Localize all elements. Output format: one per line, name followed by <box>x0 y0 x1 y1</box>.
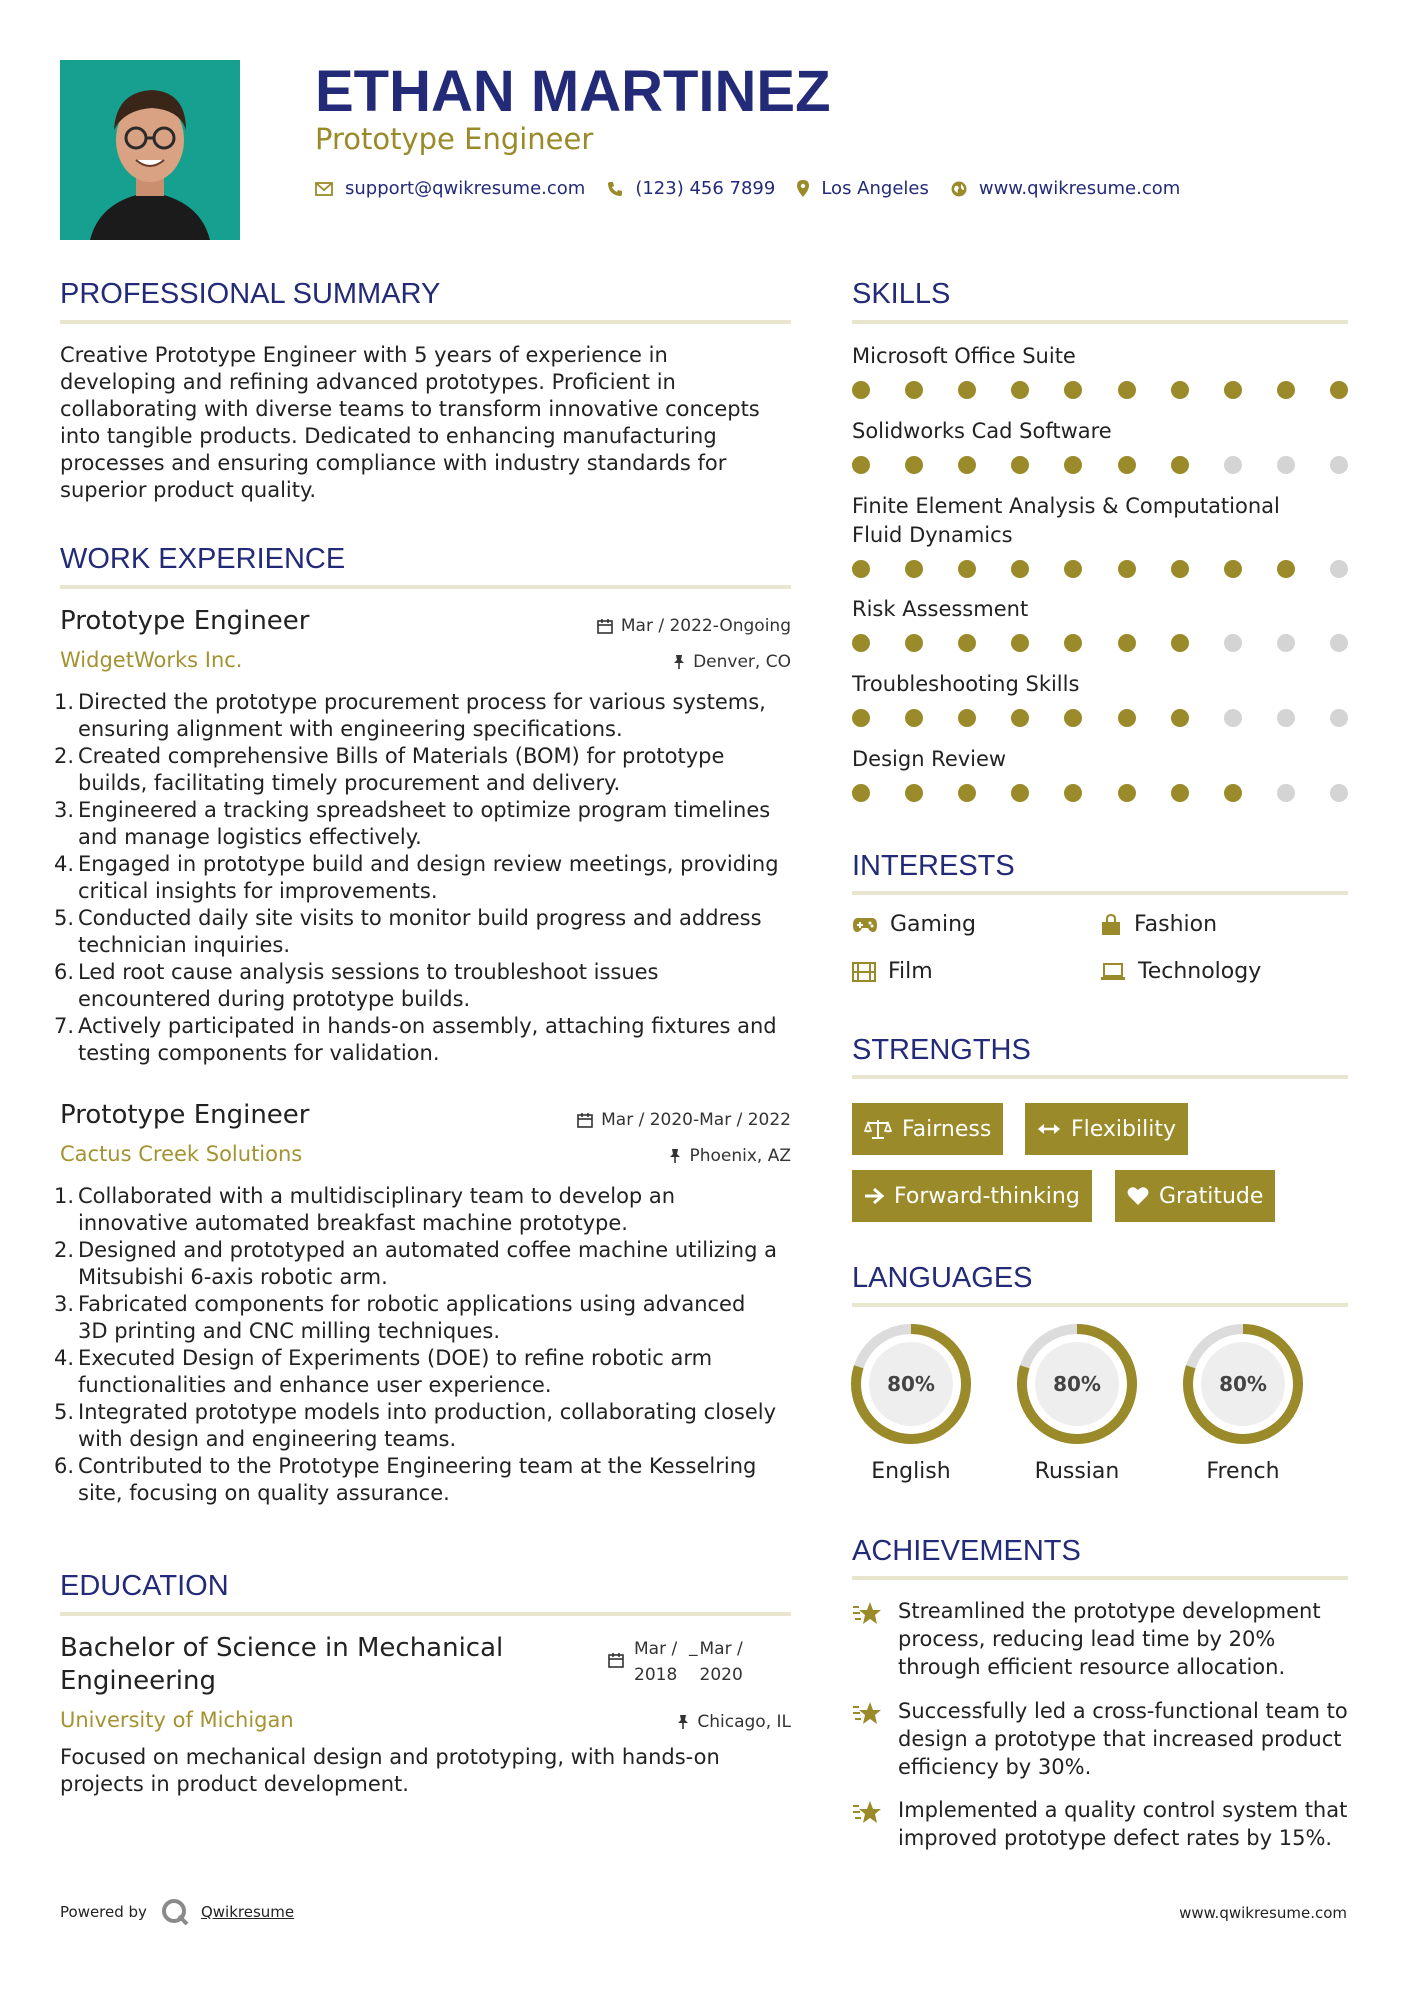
language-ring-graphic <box>1181 1322 1305 1446</box>
job-location-text: Phoenix, AZ <box>689 1146 791 1166</box>
rating-dot-filled <box>1171 381 1189 399</box>
start-year: 2018 <box>634 1665 678 1685</box>
list-item: 2. Created comprehensive Bills of Materials (BOM) for prototype builds, facilitating timely procurement and delivery. <box>54 744 725 795</box>
rating-dot-filled <box>1224 381 1242 399</box>
rating-dot-filled <box>1011 784 1029 802</box>
rating-dot-filled <box>852 381 870 399</box>
rating-dot-filled <box>1118 456 1136 474</box>
skill-name: Microsoft Office Suite <box>852 344 1076 368</box>
rating-dot-empty <box>1330 634 1348 652</box>
education-dates: Mar / 2018 _ Mar / 2020 <box>608 1636 743 1688</box>
skill-rating <box>852 456 1348 474</box>
list-item: 1. Directed the prototype procurement process for various systems, ensuring alignment with engineering specifications. <box>54 690 766 741</box>
rating-dot-filled <box>1171 784 1189 802</box>
rating-dot-filled <box>852 709 870 727</box>
skills-divider <box>852 320 1348 324</box>
school-name: University of Michigan <box>60 1708 294 1732</box>
start-month: Mar / <box>634 1639 678 1659</box>
gamepad-icon <box>852 917 878 933</box>
degree-title: Bachelor of Science in Mechanical Engineering <box>60 1633 504 1696</box>
job-company: WidgetWorks Inc. <box>60 648 243 672</box>
star-medal-icon <box>852 1798 884 1826</box>
balance-scale-icon <box>864 1118 892 1140</box>
strengths-title: STRENGTHS <box>852 1034 1031 1066</box>
education-location <box>677 1712 791 1732</box>
achievement-text: Successfully led a cross-functional team to design a prototype that increased product efficiency by 30%. <box>898 1699 1348 1779</box>
language-ring-graphic <box>849 1322 973 1446</box>
rating-dot-empty <box>1330 560 1348 578</box>
rating-dot-filled <box>1330 381 1348 399</box>
achievements-divider <box>852 1576 1348 1580</box>
interest-fashion <box>1100 912 1217 937</box>
rating-dot-filled <box>905 456 923 474</box>
rating-dot-empty <box>1277 709 1295 727</box>
experience-divider <box>60 585 791 589</box>
heart-icon <box>1127 1186 1149 1206</box>
shopping-bag-icon <box>1100 914 1122 936</box>
list-item: 6. Contributed to the Prototype Engineering team at the Kesselring site, focusing on quality assurance. <box>54 1454 757 1505</box>
interest-label: Fashion <box>1134 912 1218 937</box>
achievement-text: Implemented a quality control system that improved prototype defect rates by 15%. <box>898 1798 1348 1850</box>
rating-dot-filled <box>852 784 870 802</box>
interest-technology <box>1100 959 1261 984</box>
skill-rating <box>852 560 1348 578</box>
rating-dot-filled <box>1277 560 1295 578</box>
arrow-right-icon <box>864 1187 884 1205</box>
rating-dot-filled <box>1064 560 1082 578</box>
job-location-text: Denver, CO <box>693 652 791 672</box>
calendar-icon <box>608 1652 624 1668</box>
globe-icon <box>951 181 967 197</box>
rating-dot-empty <box>1224 456 1242 474</box>
rating-dot-empty <box>1224 634 1242 652</box>
rating-dot-filled <box>905 634 923 652</box>
education-description: Focused on mechanical design and prototyping, with hands-on projects in product development. <box>60 1745 720 1796</box>
skill-rating <box>852 381 1348 399</box>
pushpin-icon <box>669 1148 681 1164</box>
rating-dot-filled <box>905 381 923 399</box>
rating-dot-filled <box>1118 560 1136 578</box>
phone-text: (123) 456 7899 <box>635 178 776 199</box>
rating-dot-empty <box>1277 784 1295 802</box>
rating-dot-filled <box>852 456 870 474</box>
strengths-divider <box>852 1075 1348 1079</box>
summary-divider <box>60 320 791 324</box>
job-title: Prototype Engineer <box>60 1100 310 1130</box>
interest-gaming <box>852 912 976 937</box>
strength-badge-forward-thinking <box>852 1170 1092 1222</box>
skill-name: Finite Element Analysis & Computational Fluid Dynamics <box>852 494 1280 547</box>
rating-dot-empty <box>1330 709 1348 727</box>
language-name: English <box>871 1459 951 1484</box>
strength-label: Gratitude <box>1159 1183 1264 1209</box>
rating-dot-filled <box>1171 634 1189 652</box>
pushpin-icon <box>673 654 685 670</box>
language-ring <box>1181 1322 1305 1450</box>
list-item: 2. Designed and prototyped an automated coffee machine utilizing a Mitsubishi 6-axis robotic arm. <box>54 1238 777 1289</box>
job-bullets <box>54 1183 780 1507</box>
candidate-title: Prototype Engineer <box>315 122 594 156</box>
rating-dot-filled <box>1064 634 1082 652</box>
strength-label: Forward-thinking <box>894 1183 1080 1209</box>
rating-dot-filled <box>1171 709 1189 727</box>
rating-dot-filled <box>1011 560 1029 578</box>
rating-dot-filled <box>905 560 923 578</box>
rating-dot-empty <box>1330 784 1348 802</box>
ring-percent-label: 80% <box>1053 1372 1101 1396</box>
rating-dot-filled <box>1224 560 1242 578</box>
education-location-text: Chicago, IL <box>697 1712 791 1732</box>
languages-title: LANGUAGES <box>852 1262 1033 1294</box>
interest-label: Film <box>888 959 933 984</box>
list-item: 6. Led root cause analysis sessions to troubleshoot issues encountered during prototype builds. <box>54 960 659 1011</box>
pushpin-icon <box>677 1714 689 1730</box>
rating-dot-empty <box>1224 709 1242 727</box>
rating-dot-filled <box>852 634 870 652</box>
summary-title: PROFESSIONAL SUMMARY <box>60 278 441 310</box>
education-divider <box>60 1612 791 1616</box>
rating-dot-empty <box>1277 634 1295 652</box>
end-month: Mar / <box>699 1639 743 1659</box>
candidate-name: ETHAN MARTINEZ <box>315 59 831 124</box>
skill-name: Design Review <box>852 747 1007 771</box>
rating-dot-filled <box>1118 784 1136 802</box>
skill-rating <box>852 709 1348 727</box>
list-item: 5. Integrated prototype models into production, collaborating closely with design and engineering teams. <box>54 1400 777 1451</box>
contact-bar <box>315 178 1202 199</box>
rating-dot-filled <box>1171 456 1189 474</box>
job-dates-text: Mar / 2020-Mar / 2022 <box>601 1110 791 1130</box>
job-dates-text: Mar / 2022-Ongoing <box>620 616 791 636</box>
star-medal-icon <box>852 1699 884 1727</box>
film-icon <box>852 962 876 982</box>
education-title: EDUCATION <box>60 1570 229 1602</box>
rating-dot-filled <box>1011 381 1029 399</box>
rating-dot-filled <box>1011 709 1029 727</box>
skill-rating <box>852 634 1348 652</box>
rating-dot-filled <box>905 709 923 727</box>
achievement-item <box>852 1697 1352 1781</box>
footer-powered-by <box>60 1898 294 1926</box>
contact-location <box>797 178 929 199</box>
skills-title: SKILLS <box>852 278 951 310</box>
end-year: 2020 <box>699 1665 743 1685</box>
list-item: 4. Engaged in prototype build and design review meetings, providing critical insights for improvements. <box>54 852 779 903</box>
location-text: Los Angeles <box>821 178 929 199</box>
rating-dot-filled <box>958 634 976 652</box>
footer-website[interactable]: www.qwikresume.com <box>1179 1904 1347 1922</box>
rating-dot-filled <box>1064 456 1082 474</box>
language-ring-graphic <box>1015 1322 1139 1446</box>
job-location <box>673 652 791 672</box>
rating-dot-filled <box>958 709 976 727</box>
summary-text: Creative Prototype Engineer with 5 years of experience in developing and refining advanced prototypes. Proficient in collaborating with diverse teams to transform innovative concepts into tangible products. Dedicated to enhancing manufacturing processes and ensuring compliance with industry standards for superior product quality. <box>60 343 760 502</box>
interest-film <box>852 959 933 984</box>
list-item: 3. Fabricated components for robotic applications using advanced 3D printing and CNC milling techniques. <box>54 1292 746 1343</box>
arrows-horizontal-icon <box>1037 1123 1061 1135</box>
calendar-icon <box>597 618 613 634</box>
job-dates <box>577 1110 791 1130</box>
ring-percent-label: 80% <box>887 1372 935 1396</box>
star-medal-icon <box>852 1599 884 1627</box>
skill-name: Solidworks Cad Software <box>852 419 1112 443</box>
calendar-icon <box>577 1112 593 1128</box>
rating-dot-empty <box>1330 456 1348 474</box>
languages-divider <box>852 1303 1348 1307</box>
contact-email[interactable] <box>315 178 585 199</box>
list-item: 7. Actively participated in hands-on assembly, attaching fixtures and testing components for validation. <box>54 1014 777 1065</box>
list-item: 3. Engineered a tracking spreadsheet to optimize program timelines and manage logistics effectively. <box>54 798 771 849</box>
strength-badge-gratitude <box>1115 1170 1275 1222</box>
skill-rating <box>852 784 1348 802</box>
rating-dot-filled <box>852 560 870 578</box>
envelope-icon <box>315 182 333 196</box>
rating-dot-filled <box>1011 634 1029 652</box>
rating-dot-filled <box>958 560 976 578</box>
interest-label: Gaming <box>890 912 976 937</box>
rating-dot-filled <box>1171 560 1189 578</box>
rating-dot-empty <box>1277 456 1295 474</box>
list-item: 1. Collaborated with a multidisciplinary team to develop an innovative automated breakfast machine prototype. <box>54 1184 676 1235</box>
rating-dot-filled <box>1011 456 1029 474</box>
rating-dot-filled <box>1064 709 1082 727</box>
achievements-title: ACHIEVEMENTS <box>852 1535 1081 1567</box>
job-dates <box>597 616 791 636</box>
skill-name: Troubleshooting Skills <box>852 672 1080 696</box>
rating-dot-filled <box>1118 634 1136 652</box>
strength-label: Fairness <box>902 1116 992 1142</box>
powered-by-text: Powered by <box>60 1903 147 1921</box>
achievement-item <box>852 1796 1352 1852</box>
interests-divider <box>852 891 1348 895</box>
contact-website[interactable] <box>951 178 1180 199</box>
list-item: 5. Conducted daily site visits to monitor build progress and address technician inquiries. <box>54 906 762 957</box>
language-name: French <box>1206 1459 1280 1484</box>
interests-title: INTERESTS <box>852 850 1015 882</box>
ring-percent-label: 80% <box>1219 1372 1267 1396</box>
job-title: Prototype Engineer <box>60 606 310 636</box>
contact-phone[interactable] <box>607 178 775 199</box>
strength-badge-flexibility <box>1025 1103 1188 1155</box>
phone-icon <box>607 181 623 197</box>
language-ring <box>1015 1322 1139 1450</box>
job-bullets <box>54 689 780 1067</box>
job-company: Cactus Creek Solutions <box>60 1142 303 1166</box>
laptop-icon <box>1100 963 1126 981</box>
list-item: 4. Executed Design of Experiments (DOE) to refine robotic arm functionalities and enhance user experience. <box>54 1346 713 1397</box>
qwikresume-logo-icon <box>161 1898 189 1926</box>
strength-label: Flexibility <box>1071 1116 1176 1142</box>
profile-photo <box>60 60 240 240</box>
brand-link[interactable]: Qwikresume <box>200 1903 295 1921</box>
language-name: Russian <box>1034 1459 1120 1484</box>
strength-badge-fairness <box>852 1103 1003 1155</box>
achievement-item <box>852 1597 1352 1681</box>
email-text: support@qwikresume.com <box>345 178 586 199</box>
language-ring <box>849 1322 973 1450</box>
rating-dot-filled <box>1064 784 1082 802</box>
skill-name: Risk Assessment <box>852 597 1029 621</box>
experience-title: WORK EXPERIENCE <box>60 543 346 575</box>
rating-dot-filled <box>1118 381 1136 399</box>
rating-dot-filled <box>1224 784 1242 802</box>
rating-dot-filled <box>958 784 976 802</box>
achievement-text: Streamlined the prototype development process, reducing lead time by 20% through efficient resource allocation. <box>898 1599 1321 1679</box>
rating-dot-filled <box>1277 381 1295 399</box>
rating-dot-filled <box>958 456 976 474</box>
rating-dot-filled <box>1118 709 1136 727</box>
website-text: www.qwikresume.com <box>978 178 1181 199</box>
map-marker-icon <box>797 180 809 197</box>
rating-dot-filled <box>905 784 923 802</box>
rating-dot-filled <box>958 381 976 399</box>
job-location <box>669 1146 791 1166</box>
interest-label: Technology <box>1138 959 1262 984</box>
rating-dot-filled <box>1064 381 1082 399</box>
